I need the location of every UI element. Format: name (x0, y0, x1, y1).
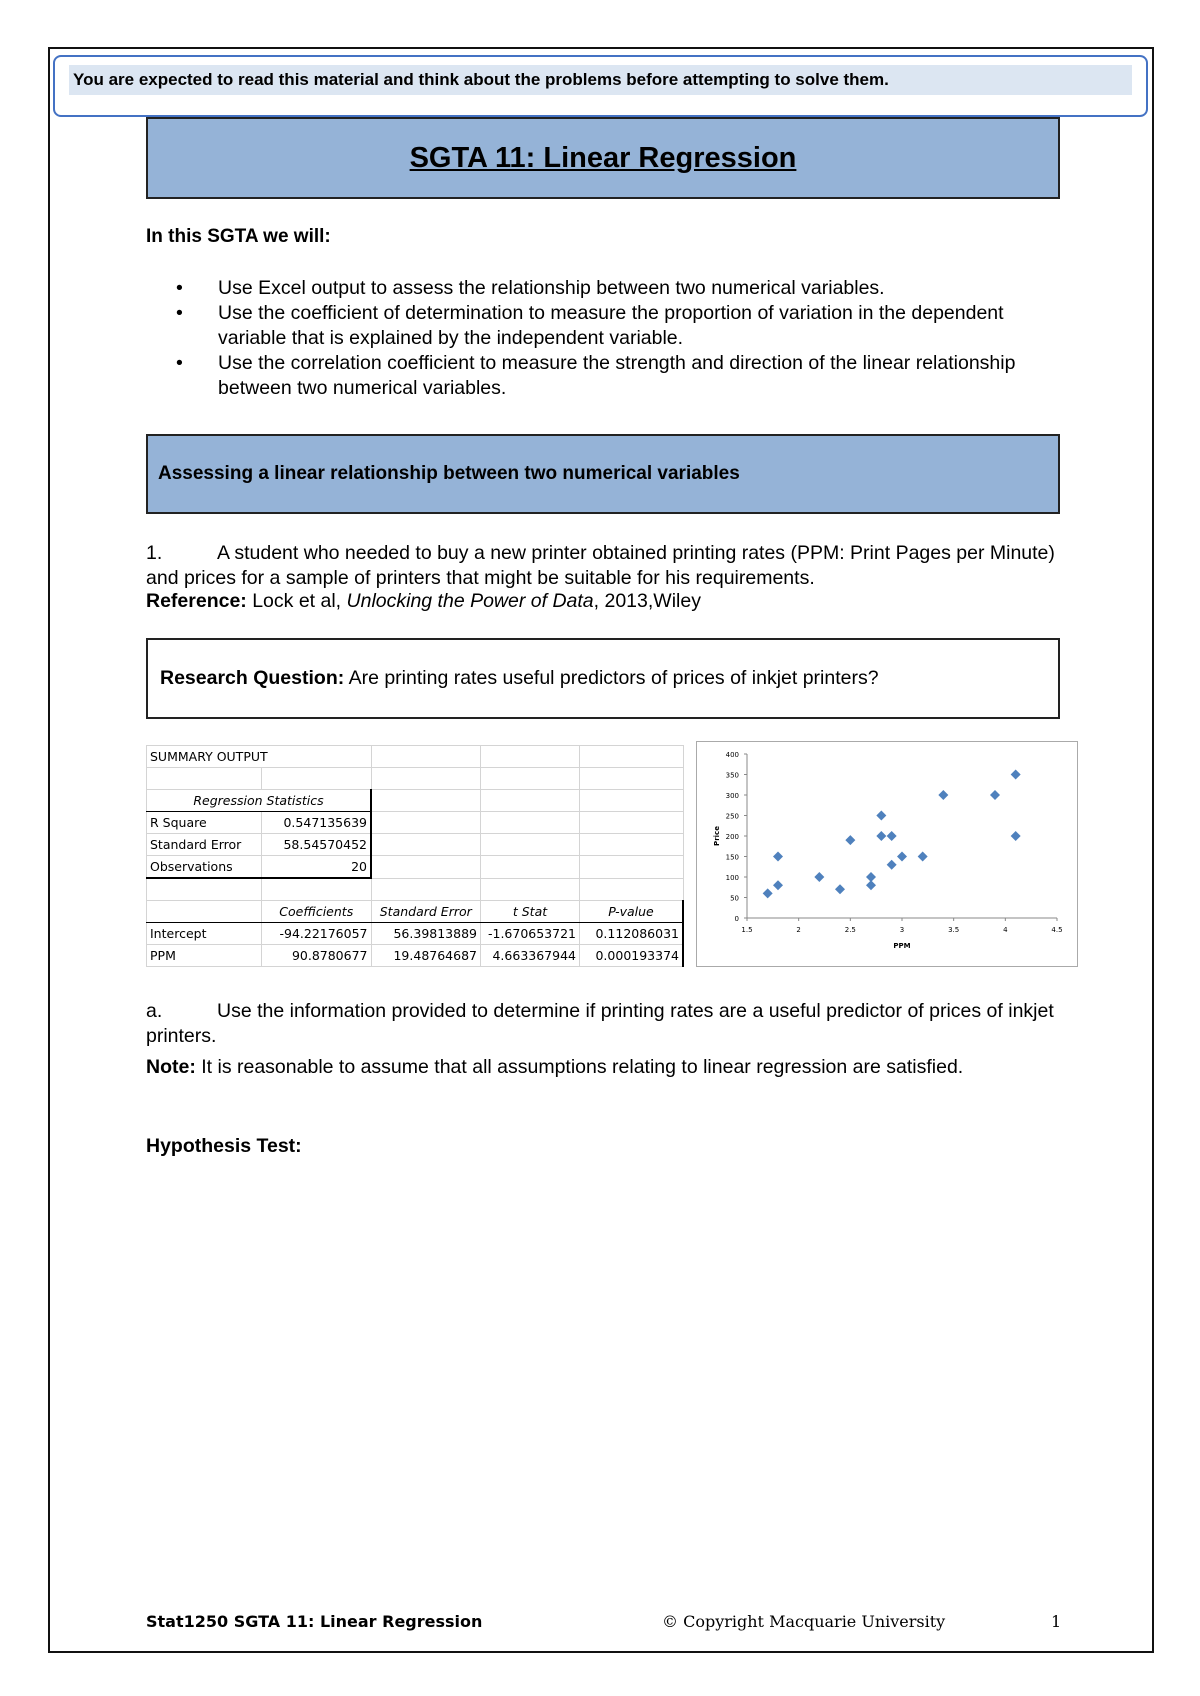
y-tick-label: 100 (725, 874, 739, 882)
research-question-label: Research Question: (160, 667, 345, 689)
y-tick-label: 50 (730, 894, 739, 903)
col-header: t Stat (481, 901, 580, 923)
col-header: P-value (580, 901, 684, 923)
summary-title: SUMMARY OUTPUT (147, 746, 372, 768)
reference-label: Reference: (146, 590, 247, 612)
reference: Reference: Lock et al, Unlocking the Power of Data, 2013,Wiley (146, 590, 701, 612)
research-question-text: Are printing rates useful predictors of prices of inkjet printers? (344, 667, 879, 689)
section-banner (146, 434, 1060, 514)
note-label: Note: (146, 1056, 196, 1078)
x-axis-label: PPM (893, 942, 911, 950)
page-title: SGTA 11: Linear Regression (409, 141, 797, 174)
page-number: 1 (1051, 1612, 1062, 1631)
table-row: PPM 90.8780677 19.48764687 4.663367944 0.000193374 (147, 945, 684, 967)
question-a (146, 999, 1062, 1049)
data-point (897, 852, 907, 862)
data-point (814, 872, 824, 882)
notice-text: You are expected to read this material and think about the problems before attempting to solve them. (69, 65, 1132, 95)
col-header: Standard Error (371, 901, 481, 923)
hypothesis-heading: Hypothesis Test: (146, 1135, 302, 1157)
y-tick-label: 150 (725, 853, 739, 862)
x-tick-label: 2 (796, 926, 801, 934)
y-tick-label: 200 (725, 833, 739, 841)
r-square-value: 0.547135639 (262, 812, 372, 834)
note (146, 1055, 1062, 1080)
bullet-icon: • (176, 277, 183, 299)
data-point (1011, 770, 1021, 780)
data-point (763, 888, 773, 898)
question-1 (146, 541, 1062, 591)
question-number: 1. (146, 542, 163, 564)
x-tick-label: 2.5 (844, 926, 856, 934)
question-a-text: Use the information provided to determine if printing rates are a useful predictor of prices of inkjet printers. (146, 1000, 1054, 1047)
research-question-box (146, 638, 1060, 719)
scatter-chart (696, 741, 1078, 967)
question-a-label: a. (146, 1000, 163, 1022)
x-tick-label: 4 (1003, 926, 1008, 934)
objectives-list (146, 276, 1046, 401)
std-error-label: Standard Error (147, 834, 262, 856)
question-text: A student who needed to buy a new printer obtained printing rates (PPM: Print Pages per Minute) and prices for a sample of printers that might be suitable for his requirements. (146, 542, 1055, 589)
data-point (1011, 831, 1021, 841)
summary-output-table (146, 745, 684, 967)
data-point (876, 811, 886, 821)
bullet-icon: • (176, 302, 183, 324)
y-tick-label: 0 (734, 915, 739, 923)
data-point (887, 831, 897, 841)
data-point (845, 835, 855, 845)
col-header: Coefficients (262, 901, 372, 923)
x-tick-label: 3.5 (948, 926, 960, 934)
x-tick-label: 1.5 (741, 926, 753, 934)
title-banner (146, 117, 1060, 199)
data-point (918, 852, 928, 862)
list-item: • Use Excel output to assess the relationship between two numerical variables. (176, 277, 885, 299)
data-point (887, 860, 897, 870)
footer-course: Stat1250 SGTA 11: Linear Regression (146, 1612, 483, 1631)
data-point (876, 831, 886, 841)
data-point (773, 880, 783, 890)
list-item: • Use the correlation coefficient to measure the strength and direction of the linear relationship between two numerical variables. (176, 352, 1016, 399)
x-tick-label: 3 (899, 926, 905, 934)
observations-value: 20 (262, 856, 372, 879)
reference-title: Unlocking the Power of Data (346, 590, 594, 612)
data-point (866, 872, 876, 882)
observations-label: Observations (147, 856, 262, 879)
list-item: • Use the coefficient of determination to measure the proportion of variation in the dependent variable that is explained by the independent variable. (176, 302, 1004, 349)
data-point (773, 852, 783, 862)
scatter-plot-svg (697, 742, 1077, 966)
data-point (835, 884, 845, 894)
x-tick-label: 4.5 (1051, 926, 1063, 934)
data-point (938, 790, 948, 800)
y-tick-label: 250 (725, 812, 739, 821)
y-tick-label: 300 (725, 792, 739, 800)
notice-box (53, 55, 1148, 117)
footer-copyright: © Copyright Macquarie University (662, 1612, 946, 1631)
y-axis-label: Price (713, 826, 721, 846)
y-tick-label: 350 (725, 771, 739, 780)
y-tick-label: 400 (725, 751, 739, 759)
data-point (990, 790, 1000, 800)
note-text: It is reasonable to assume that all assumptions relating to linear regression are satisfied. (195, 1056, 964, 1078)
bullet-icon: • (176, 352, 183, 374)
section-heading: Assessing a linear relationship between two numerical variables (158, 463, 740, 484)
table-row: Intercept -94.22176057 56.39813889 -1.670653721 0.112086031 (147, 923, 684, 945)
r-square-label: R Square (147, 812, 262, 834)
intro-heading: In this SGTA we will: (146, 226, 331, 247)
std-error-value: 58.54570452 (262, 834, 372, 856)
regression-statistics-header: Regression Statistics (147, 790, 372, 812)
